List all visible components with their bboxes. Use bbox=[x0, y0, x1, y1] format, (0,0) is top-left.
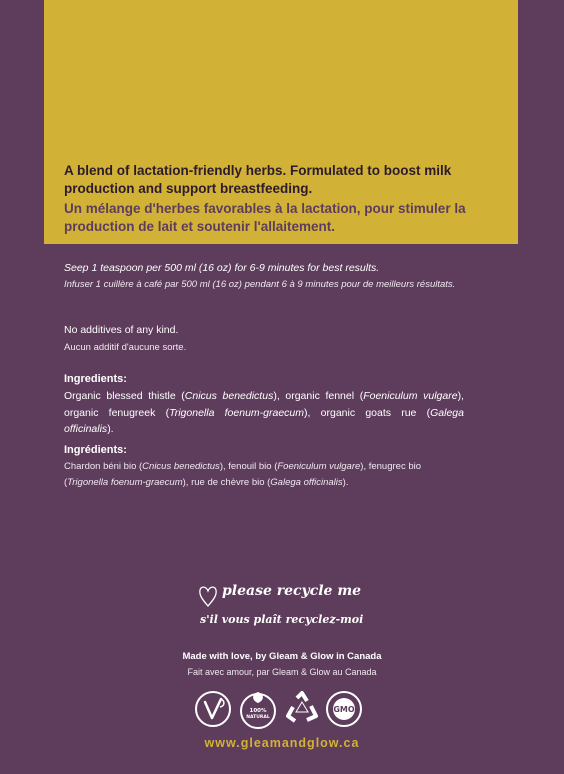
ingredients-heading-french: Ingrédients: bbox=[64, 444, 127, 456]
additives-english: No additives of any kind. bbox=[64, 324, 179, 336]
steep-instructions-french: Infuser 1 cuillère à café par 500 ml (16 oz) pendant 6 à 9 minutes pour de meilleurs résultats. bbox=[64, 279, 456, 290]
made-in-canada-english: Made with love, by Gleam & Glow in Canada bbox=[182, 651, 382, 662]
recycle-message-french: s'il vous plaît recyclez-moi bbox=[200, 613, 364, 626]
tagline-english: A blend of lactation-friendly herbs. Formulated to boost milk production and support breastfeeding. bbox=[64, 163, 452, 196]
ingredients-list-english: Organic blessed thistle (Cnicus benedictus), organic fennel (Foeniculum vulgare), organic fenugreek (Trigonella foenum-graecum), organic goats rue (Galega officinalis). bbox=[64, 390, 464, 435]
recycle-message-english: please recycle me bbox=[222, 583, 362, 599]
svg-text:NATURAL: NATURAL bbox=[246, 715, 270, 720]
heart-icon bbox=[198, 584, 218, 608]
svg-text:100%: 100% bbox=[249, 708, 267, 714]
tagline-french: Un mélange d'herbes favorables à la lactation, pour stimuler la production de lait et soutenir l'allaitement. bbox=[64, 201, 466, 234]
non-gmo-icon bbox=[325, 690, 363, 728]
certification-badges bbox=[0, 690, 564, 730]
steep-instructions-english: Seep 1 teaspoon per 500 ml (16 oz) for 6-9 minutes for best results. bbox=[64, 262, 380, 274]
svg-text:GMO: GMO bbox=[333, 705, 355, 714]
vegan-icon bbox=[194, 690, 232, 728]
ingredients-heading-english: Ingredients: bbox=[64, 373, 127, 385]
additives-french: Aucun additif d'aucune sorte. bbox=[64, 342, 187, 353]
ingredients-list-french: Chardon béni bio (Cnicus benedictus), fenouil bio (Foeniculum vulgare), fenugrec bio (Trigonella foenum-graecum), rue de chèvre bio (Galega officinalis). bbox=[64, 461, 422, 488]
website-link[interactable]: www.gleamandglow.ca bbox=[204, 736, 360, 750]
made-in-canada-french: Fait avec amour, par Gleam & Glow au Canada bbox=[187, 667, 377, 677]
recycle-icon bbox=[283, 690, 321, 728]
natural-leaf-icon bbox=[238, 690, 278, 730]
